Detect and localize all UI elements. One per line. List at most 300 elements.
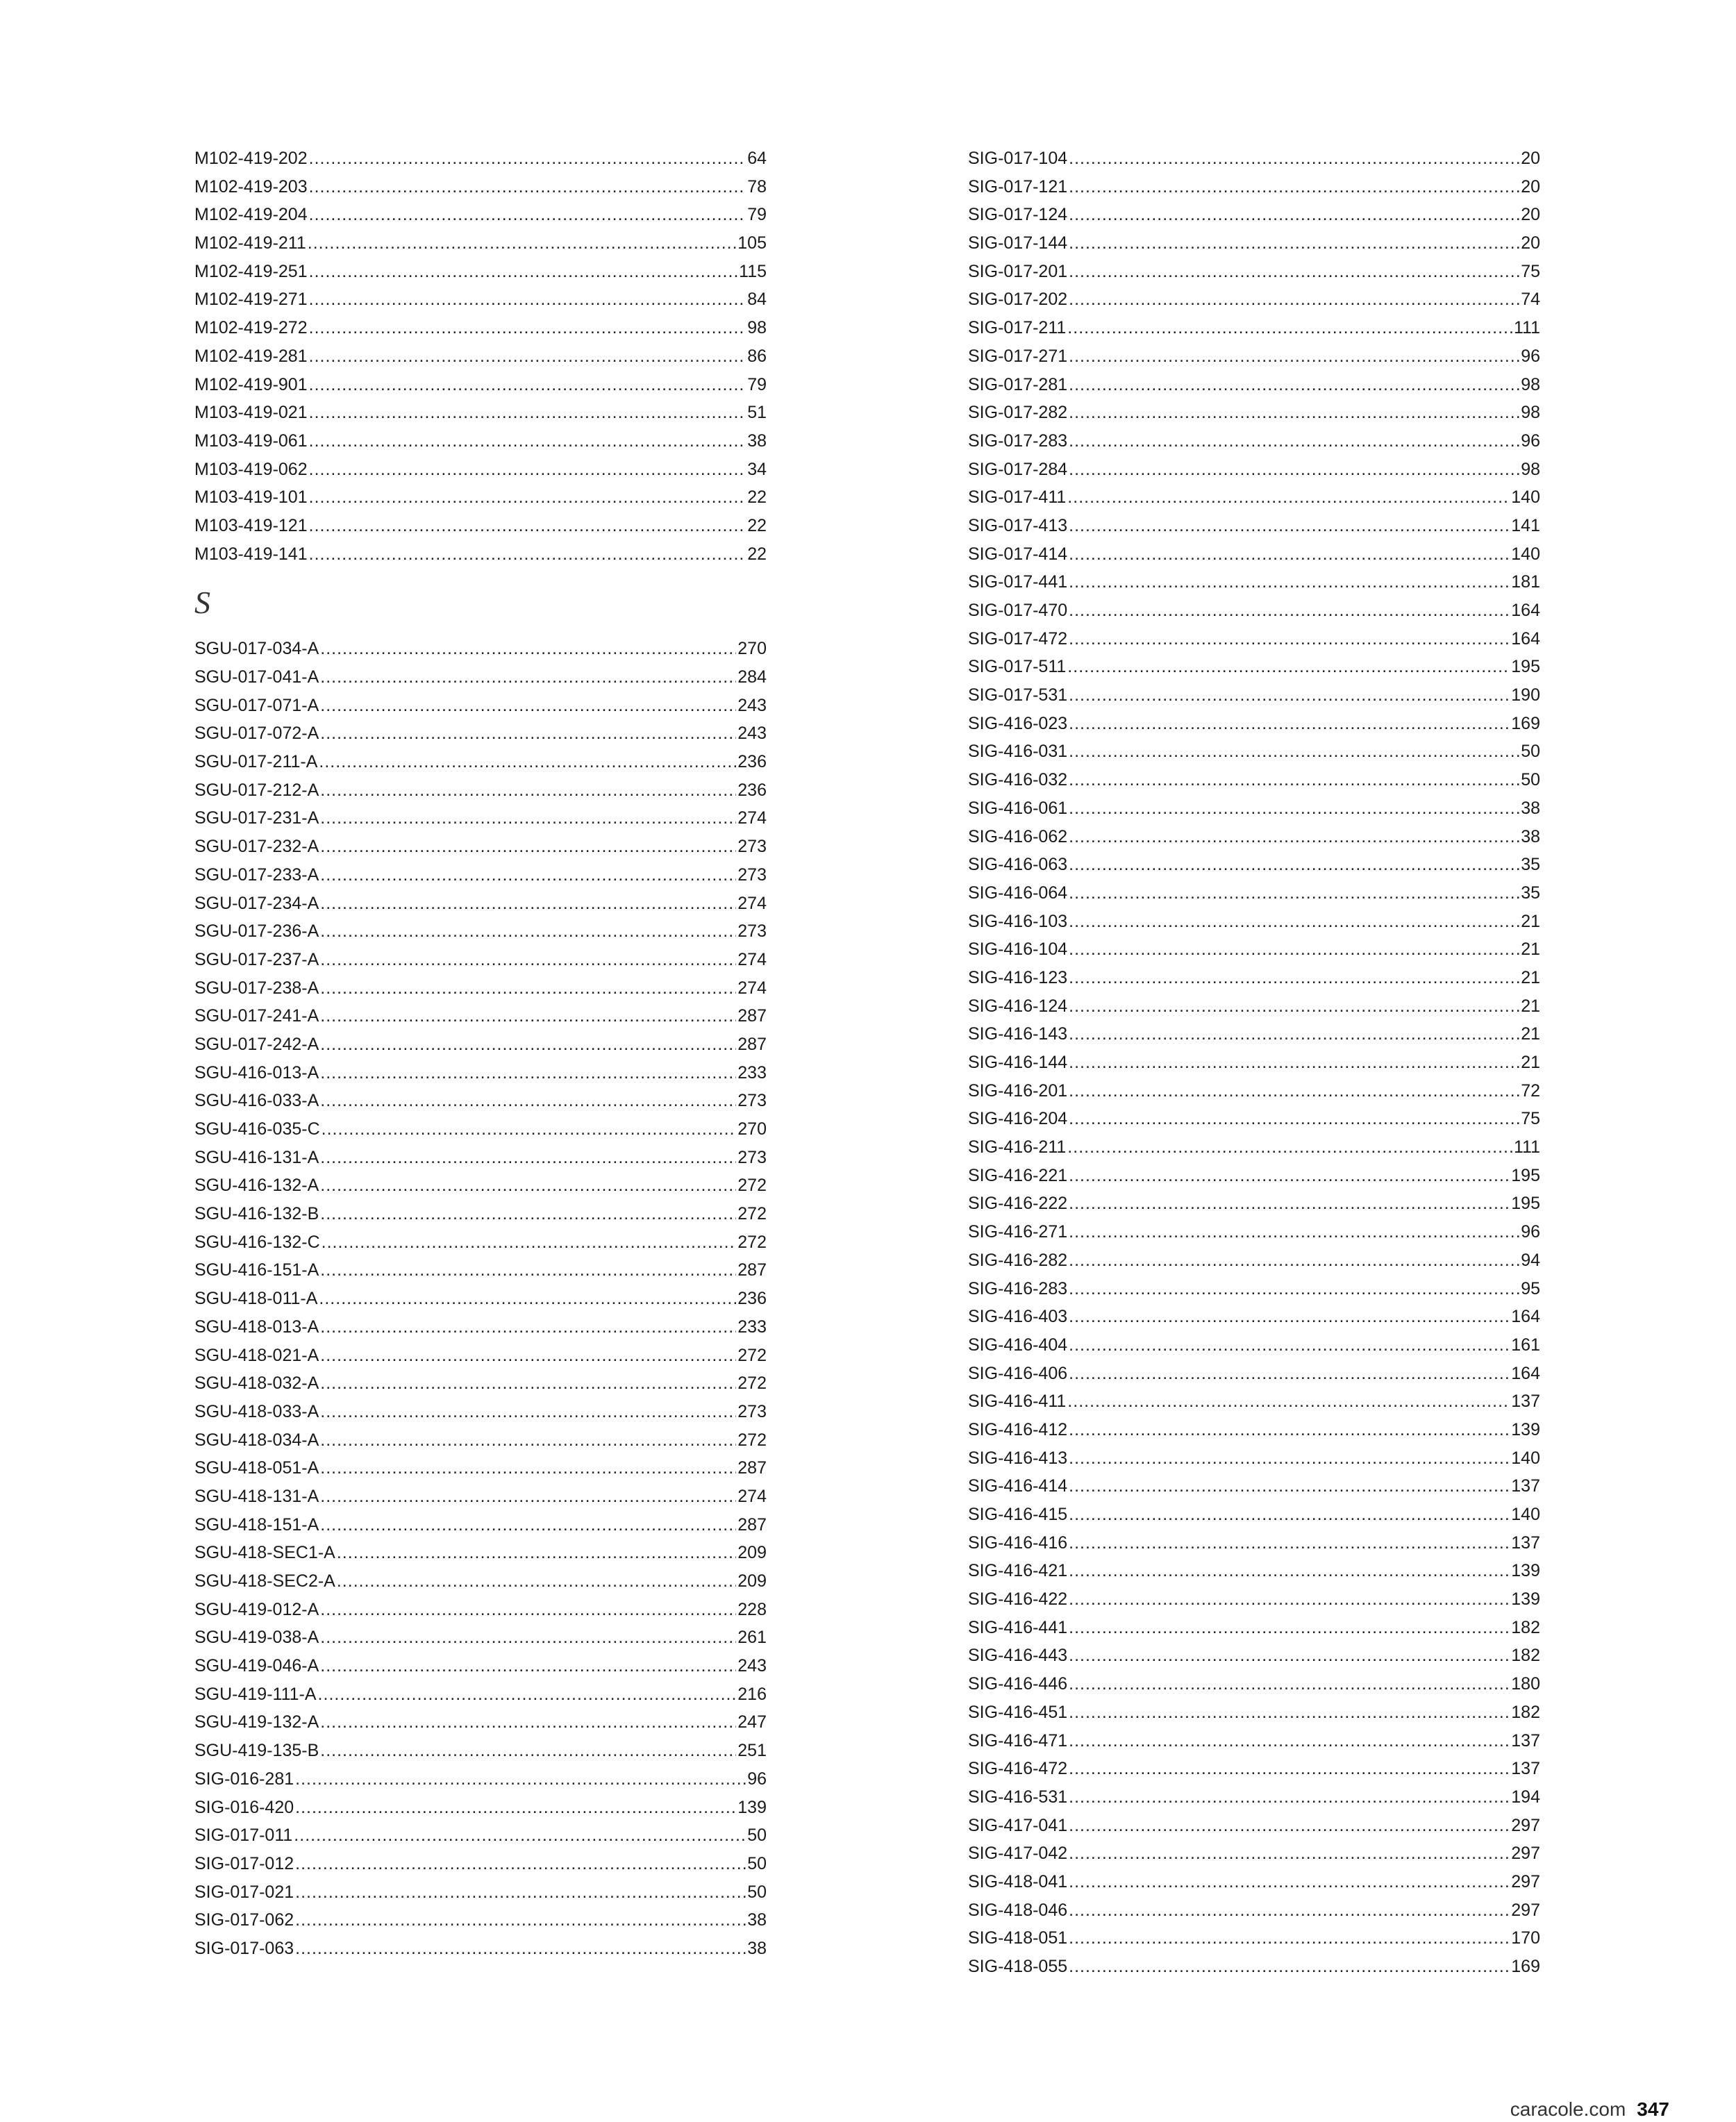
item-code: SIG-017-470 — [968, 601, 1068, 620]
index-entry — [968, 1049, 1540, 1077]
dot-leader — [320, 1030, 736, 1059]
item-page-number: 233 — [737, 1062, 767, 1083]
index-entry — [194, 540, 767, 569]
item-page-number: 273 — [737, 864, 767, 885]
dot-leader — [295, 1765, 746, 1794]
item-code: M102-419-203 — [194, 176, 308, 197]
item-code: SIG-416-201 — [968, 1080, 1068, 1101]
dot-leader — [320, 1256, 736, 1285]
dot-leader — [320, 833, 736, 861]
item-page-number: 22 — [747, 544, 767, 564]
index-entry — [968, 1641, 1540, 1670]
item-page-number: 297 — [1511, 1900, 1540, 1920]
index-entry — [194, 1794, 767, 1822]
index-entry — [968, 1246, 1540, 1275]
page-number: 347 — [1637, 2098, 1669, 2120]
item-page-number: 209 — [737, 1571, 767, 1591]
index-entry — [968, 371, 1540, 399]
index-entry — [968, 201, 1540, 229]
dot-leader — [1069, 1755, 1510, 1783]
dot-leader — [1069, 1077, 1519, 1105]
item-page-number: 34 — [747, 459, 767, 479]
item-code: SIG-416-413 — [968, 1448, 1068, 1468]
item-page-number: 272 — [737, 1345, 767, 1365]
index-entry — [194, 229, 767, 258]
dot-leader — [309, 258, 738, 286]
dot-leader — [309, 399, 746, 427]
index-entry — [968, 823, 1540, 851]
index-entry — [194, 804, 767, 833]
item-page-number: 98 — [747, 318, 767, 338]
item-code: SGU-017-072-A — [194, 724, 319, 744]
item-page-number: 287 — [737, 1034, 767, 1054]
dot-leader — [308, 229, 737, 258]
dot-leader — [1069, 1331, 1510, 1360]
item-code: SIG-416-441 — [968, 1617, 1068, 1637]
item-page-number: 161 — [1511, 1335, 1540, 1355]
index-entry — [194, 635, 767, 663]
item-code: M102-419-202 — [194, 149, 308, 168]
item-page-number: 137 — [1511, 1730, 1540, 1751]
item-code: SIG-416-404 — [968, 1335, 1068, 1355]
dot-leader — [337, 1567, 736, 1596]
index-entry — [968, 540, 1540, 569]
item-code: SGU-017-236-A — [194, 921, 319, 942]
item-code: SGU-017-232-A — [194, 837, 319, 857]
dot-leader — [1069, 1472, 1510, 1501]
item-page-number: 243 — [737, 1656, 767, 1676]
item-page-number: 21 — [1521, 911, 1540, 931]
item-page-number: 50 — [747, 1826, 767, 1846]
index-entry — [968, 568, 1540, 596]
index-entry — [968, 1162, 1540, 1190]
index-entry — [194, 1511, 767, 1539]
index-entry — [194, 974, 767, 1003]
index-entry — [194, 342, 767, 371]
dot-leader — [320, 1737, 736, 1765]
item-code: SGU-418-021-A — [194, 1345, 319, 1365]
dot-leader — [1069, 399, 1519, 427]
item-page-number: 35 — [1521, 883, 1540, 903]
index-entry — [968, 992, 1540, 1021]
item-code: SIG-016-420 — [194, 1797, 294, 1817]
dot-leader — [320, 1200, 736, 1228]
dot-leader — [1069, 1416, 1510, 1444]
item-page-number: 195 — [1511, 1194, 1540, 1214]
index-entry — [968, 1303, 1540, 1331]
index-group-sig — [968, 144, 1540, 1981]
index-entry — [194, 1285, 767, 1313]
index-entry — [194, 1680, 767, 1709]
item-page-number: 111 — [1513, 1137, 1540, 1158]
dot-leader — [1069, 1049, 1519, 1077]
dot-leader — [320, 1623, 736, 1652]
index-entry — [968, 314, 1540, 342]
item-code: SGU-418-SEC2-A — [194, 1571, 335, 1591]
dot-leader — [309, 483, 746, 512]
item-code: SIG-017-284 — [968, 459, 1068, 479]
index-entry — [968, 258, 1540, 286]
item-code: M102-419-204 — [194, 205, 308, 225]
item-code: SGU-017-241-A — [194, 1006, 319, 1026]
index-entry — [194, 1935, 767, 1963]
item-code: M102-419-281 — [194, 346, 308, 366]
item-page-number: 164 — [1511, 601, 1540, 620]
dot-leader — [1069, 1246, 1519, 1275]
index-entry — [968, 1360, 1540, 1388]
index-entry — [194, 1228, 767, 1257]
dot-leader — [1069, 1189, 1510, 1218]
item-code: SIG-416-283 — [968, 1278, 1068, 1298]
dot-leader — [320, 1313, 736, 1342]
item-page-number: 50 — [747, 1853, 767, 1873]
item-page-number: 169 — [1511, 713, 1540, 733]
item-page-number: 243 — [737, 695, 767, 715]
index-entry — [968, 1839, 1540, 1868]
item-page-number: 180 — [1511, 1674, 1540, 1694]
dot-leader — [1069, 1105, 1519, 1133]
index-entry — [968, 1133, 1540, 1162]
index-entry — [968, 851, 1540, 879]
dot-leader — [295, 1850, 746, 1878]
dot-leader — [309, 427, 746, 456]
item-page-number: 22 — [747, 515, 767, 535]
dot-leader — [1069, 1501, 1510, 1529]
index-entry — [968, 1812, 1540, 1840]
dot-leader — [319, 1285, 736, 1313]
index-entry — [194, 663, 767, 692]
index-entry — [968, 229, 1540, 258]
item-page-number: 284 — [737, 667, 767, 687]
dot-leader — [1069, 1218, 1519, 1246]
item-page-number: 251 — [737, 1741, 767, 1761]
item-code: SGU-419-012-A — [194, 1599, 319, 1619]
index-entry — [194, 1906, 767, 1935]
item-page-number: 287 — [737, 1514, 767, 1535]
item-page-number: 79 — [747, 205, 767, 225]
item-page-number: 38 — [1521, 798, 1540, 818]
item-page-number: 111 — [1513, 318, 1540, 338]
index-entry — [968, 1953, 1540, 1981]
item-code: SGU-419-046-A — [194, 1656, 319, 1676]
item-page-number: 38 — [747, 1910, 767, 1930]
item-page-number: 78 — [747, 176, 767, 197]
index-entry — [194, 1623, 767, 1652]
index-entry — [968, 483, 1540, 512]
item-page-number: 95 — [1521, 1278, 1540, 1298]
dot-leader — [1067, 483, 1510, 512]
dot-leader — [320, 1144, 736, 1172]
item-code: SIG-017-124 — [968, 205, 1068, 225]
item-page-number: 98 — [1521, 374, 1540, 394]
item-page-number: 195 — [1511, 657, 1540, 677]
item-code: SIG-416-104 — [968, 939, 1068, 960]
item-page-number: 74 — [1521, 290, 1540, 310]
index-entry — [968, 1727, 1540, 1755]
item-page-number: 270 — [737, 1119, 767, 1139]
item-page-number: 86 — [747, 346, 767, 366]
index-entry — [968, 1529, 1540, 1557]
item-code: SIG-017-414 — [968, 544, 1068, 564]
page-footer — [1510, 2098, 1669, 2121]
index-entry — [194, 1059, 767, 1087]
dot-leader — [1069, 201, 1519, 229]
index-entry — [968, 173, 1540, 201]
dot-leader — [320, 946, 736, 974]
dot-leader — [1069, 1444, 1510, 1473]
item-page-number: 137 — [1511, 1759, 1540, 1779]
item-page-number: 273 — [737, 1091, 767, 1111]
item-page-number: 21 — [1521, 1024, 1540, 1044]
item-page-number: 139 — [1511, 1589, 1540, 1610]
item-page-number: 297 — [1511, 1815, 1540, 1835]
index-entry — [968, 935, 1540, 964]
index-entry — [194, 512, 767, 540]
dot-leader — [309, 144, 746, 173]
index-entry — [194, 399, 767, 427]
item-code: SIG-416-412 — [968, 1419, 1068, 1439]
index-entry — [968, 1416, 1540, 1444]
item-page-number: 164 — [1511, 628, 1540, 649]
item-code: SIG-416-222 — [968, 1194, 1068, 1214]
item-code: SIG-416-451 — [968, 1702, 1068, 1722]
item-code: M103-419-062 — [194, 459, 308, 479]
item-page-number: 38 — [747, 1938, 767, 1958]
dot-leader — [309, 512, 746, 540]
item-code: SIG-416-406 — [968, 1363, 1068, 1383]
footer-site: caracole.com — [1510, 2098, 1626, 2120]
index-entry — [194, 456, 767, 484]
item-page-number: 137 — [1511, 1532, 1540, 1553]
index-entry — [968, 144, 1540, 173]
item-code: SIG-017-201 — [968, 261, 1068, 281]
dot-leader — [320, 974, 736, 1003]
dot-leader — [1069, 427, 1519, 456]
item-page-number: 273 — [737, 921, 767, 942]
dot-leader — [320, 1171, 736, 1200]
item-code: SGU-416-131-A — [194, 1147, 319, 1167]
item-page-number: 38 — [747, 431, 767, 451]
dot-leader — [1069, 258, 1519, 286]
item-code: SGU-419-038-A — [194, 1628, 319, 1648]
dot-leader — [309, 371, 746, 399]
dot-leader — [1069, 1783, 1510, 1812]
item-code: SGU-416-033-A — [194, 1091, 319, 1111]
item-code: M103-419-141 — [194, 544, 308, 564]
item-page-number: 182 — [1511, 1702, 1540, 1722]
item-code: SIG-017-281 — [968, 374, 1068, 394]
item-code: SIG-416-204 — [968, 1109, 1068, 1129]
item-code: SIG-017-104 — [968, 149, 1068, 168]
index-entry — [194, 1708, 767, 1737]
dot-leader — [309, 456, 746, 484]
item-code: SIG-416-103 — [968, 911, 1068, 931]
item-page-number: 209 — [737, 1543, 767, 1563]
index-entry — [968, 1585, 1540, 1614]
index-entry — [194, 1002, 767, 1030]
index-entry — [194, 1539, 767, 1567]
dot-leader — [1069, 371, 1519, 399]
item-code: SIG-016-281 — [194, 1769, 294, 1789]
index-entry — [194, 776, 767, 805]
item-code: SGU-017-233-A — [194, 864, 319, 885]
item-code: SGU-416-035-C — [194, 1119, 320, 1139]
dot-leader — [1069, 456, 1519, 484]
dot-leader — [1069, 1896, 1510, 1925]
item-code: SIG-418-055 — [968, 1957, 1068, 1976]
item-code: SGU-017-071-A — [194, 695, 319, 715]
item-page-number: 140 — [1511, 1505, 1540, 1524]
dot-leader — [320, 1059, 736, 1087]
index-entry — [194, 1454, 767, 1482]
item-code: SIG-416-031 — [968, 742, 1068, 762]
item-page-number: 137 — [1511, 1392, 1540, 1412]
dot-leader — [1069, 1529, 1510, 1557]
dot-leader — [320, 1342, 736, 1370]
dot-leader — [320, 861, 736, 889]
dot-leader — [1069, 285, 1519, 314]
index-entry — [968, 1501, 1540, 1529]
item-page-number: 75 — [1521, 1109, 1540, 1129]
item-page-number: 236 — [737, 752, 767, 772]
dot-leader — [1067, 1387, 1510, 1416]
item-code: SIG-416-144 — [968, 1053, 1068, 1072]
item-code: SIG-017-121 — [968, 176, 1068, 197]
index-entry — [194, 1765, 767, 1794]
item-page-number: 35 — [1521, 855, 1540, 875]
item-code: SGU-017-211-A — [194, 752, 318, 772]
index-entry — [194, 314, 767, 342]
index-entry — [968, 1924, 1540, 1953]
item-code: SIG-017-211 — [968, 318, 1067, 338]
index-entry — [968, 908, 1540, 936]
item-page-number: 96 — [1521, 1222, 1540, 1242]
dot-leader — [1069, 992, 1519, 1021]
item-code: SGU-418-131-A — [194, 1486, 319, 1506]
index-entry — [194, 1087, 767, 1115]
item-page-number: 274 — [737, 808, 767, 828]
item-page-number: 169 — [1511, 1957, 1540, 1976]
item-code: SGU-418-011-A — [194, 1289, 318, 1309]
item-page-number: 273 — [737, 837, 767, 857]
dot-leader — [320, 1087, 736, 1115]
dot-leader — [1069, 737, 1519, 766]
item-page-number: 181 — [1511, 572, 1540, 592]
item-page-number: 274 — [737, 949, 767, 969]
item-code: SGU-419-132-A — [194, 1712, 319, 1732]
item-page-number: 164 — [1511, 1363, 1540, 1383]
item-code: SIG-418-046 — [968, 1900, 1068, 1920]
dot-leader — [1069, 879, 1519, 908]
item-code: SIG-416-023 — [968, 713, 1068, 733]
item-page-number: 140 — [1511, 544, 1540, 564]
item-code: SIG-416-124 — [968, 996, 1068, 1016]
item-code: SIG-017-271 — [968, 346, 1068, 366]
item-page-number: 139 — [737, 1797, 767, 1817]
item-code: SIG-416-123 — [968, 967, 1068, 987]
item-code: M102-419-251 — [194, 261, 308, 281]
item-page-number: 272 — [737, 1373, 767, 1394]
item-page-number: 195 — [1511, 1165, 1540, 1185]
index-group-s — [194, 635, 767, 1962]
item-code: SIG-017-063 — [194, 1938, 294, 1958]
item-page-number: 297 — [1511, 1871, 1540, 1891]
dot-leader — [294, 1821, 746, 1850]
item-page-number: 170 — [1511, 1928, 1540, 1948]
item-code: SIG-416-411 — [968, 1392, 1067, 1412]
item-code: SIG-017-202 — [968, 290, 1068, 310]
dot-leader — [320, 1708, 736, 1737]
dot-leader — [320, 1369, 736, 1398]
item-page-number: 272 — [737, 1430, 767, 1450]
item-code: SGU-418-151-A — [194, 1514, 319, 1535]
item-page-number: 216 — [737, 1684, 767, 1704]
dot-leader — [320, 663, 736, 692]
index-entry — [194, 1200, 767, 1228]
index-entry — [968, 1275, 1540, 1303]
dot-leader — [1069, 540, 1510, 569]
item-page-number: 38 — [1521, 826, 1540, 846]
item-code: SIG-017-472 — [968, 628, 1068, 649]
item-code: M103-419-021 — [194, 403, 308, 423]
dot-leader — [1069, 1303, 1510, 1331]
dot-leader — [1069, 964, 1519, 992]
dot-leader — [295, 1906, 746, 1935]
item-page-number: 274 — [737, 1486, 767, 1506]
item-page-number: 139 — [1511, 1561, 1540, 1581]
dot-leader — [1067, 653, 1510, 681]
item-page-number: 182 — [1511, 1646, 1540, 1666]
dot-leader — [322, 1228, 737, 1257]
index-entry — [968, 399, 1540, 427]
dot-leader — [1069, 766, 1519, 794]
dot-leader — [320, 889, 736, 918]
index-entry — [968, 596, 1540, 625]
index-entry — [194, 917, 767, 946]
dot-leader — [1069, 1839, 1510, 1868]
index-entry — [968, 964, 1540, 992]
dot-leader — [320, 1652, 736, 1680]
item-code: SIG-416-062 — [968, 826, 1068, 846]
item-code: SIG-017-441 — [968, 572, 1068, 592]
item-code: M103-419-061 — [194, 431, 308, 451]
dot-leader — [1069, 568, 1510, 596]
dot-leader — [1069, 1812, 1510, 1840]
dot-leader — [1069, 1953, 1510, 1981]
index-entry — [194, 285, 767, 314]
dot-leader — [320, 917, 736, 946]
dot-leader — [1069, 1585, 1510, 1614]
index-entry — [194, 1115, 767, 1144]
item-code: SGU-416-132-A — [194, 1176, 319, 1196]
item-code: SGU-017-238-A — [194, 978, 319, 998]
dot-leader — [1069, 851, 1519, 879]
item-page-number: 21 — [1521, 1053, 1540, 1072]
index-entry — [968, 1896, 1540, 1925]
index-entry — [968, 653, 1540, 681]
item-code: SIG-017-282 — [968, 403, 1068, 423]
index-entry — [194, 201, 767, 229]
index-entry — [968, 342, 1540, 371]
item-code: SGU-418-034-A — [194, 1430, 319, 1450]
index-entry — [194, 833, 767, 861]
item-page-number: 272 — [737, 1204, 767, 1224]
index-entry — [194, 371, 767, 399]
item-page-number: 96 — [747, 1769, 767, 1789]
dot-leader — [1069, 173, 1519, 201]
item-page-number: 64 — [747, 149, 767, 168]
index-entry — [968, 427, 1540, 456]
